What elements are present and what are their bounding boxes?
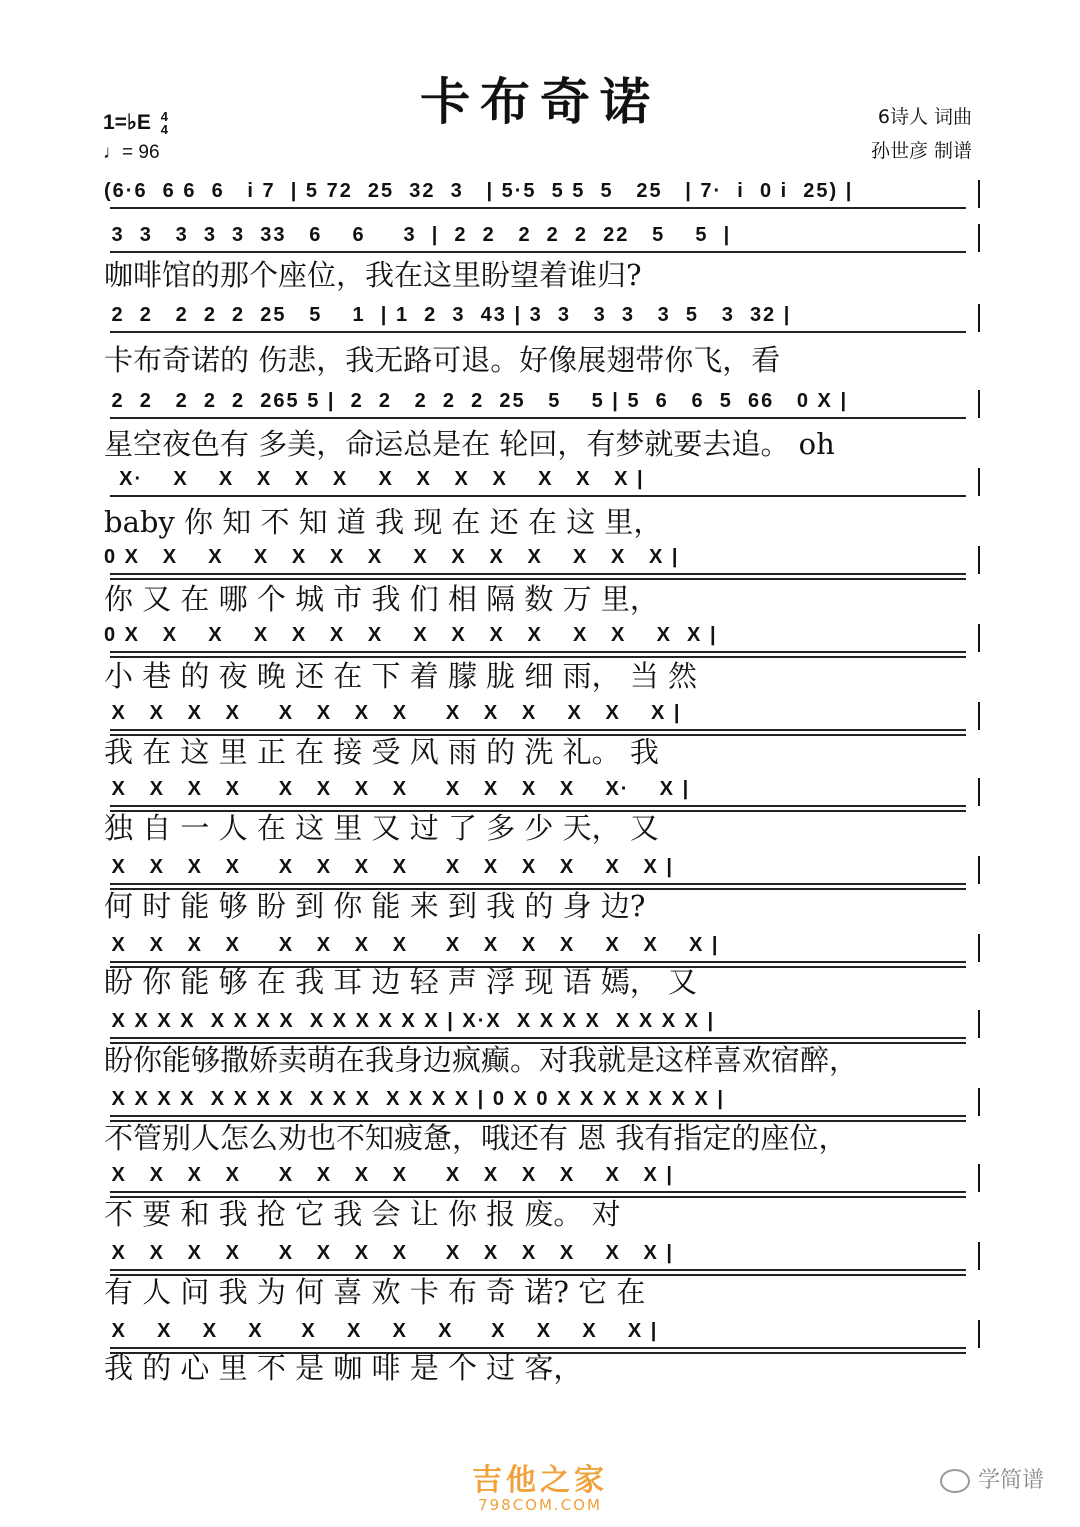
song-title: 卡布奇诺: [420, 73, 660, 131]
barline: [978, 624, 980, 652]
barline: [978, 1010, 980, 1038]
notes: 0 X X X X X X X X X X X X X X X |: [104, 624, 718, 646]
lyric-line-12: 盼你能够撒娇卖萌在我身边疯癫。对我就是这样喜欢宿醉，: [104, 1043, 859, 1077]
underline: [110, 331, 966, 333]
barline: [978, 934, 980, 962]
lyric-line-16: 我 的 心 里 不 是 咖 啡 是 个 过 客，: [104, 1351, 583, 1385]
barline: [978, 856, 980, 884]
lyric-line-4: 星空夜色有 多美，命运总是在 轮回，有梦就要去追。 oh: [104, 427, 835, 461]
notes: 3 3 3 3 3 33 6 6 3 | 2 2 2 2 2 22 5 5 |: [104, 224, 732, 246]
lyric-line-11: 盼 你 能 够 在 我 耳 边 轻 声 浮 现 语 嫣， 又: [104, 965, 698, 999]
barline: [978, 224, 980, 252]
notes: X X X X X X X X X X X X X X |: [104, 702, 682, 724]
time-signature: [161, 110, 168, 136]
notes: X X X X X X X X X X X X X X X | 0 X 0 X X X X X X X |: [104, 1088, 725, 1110]
tempo-marking: ♩= 96: [103, 142, 160, 163]
barline: [978, 778, 980, 806]
notes: X X X X X X X X X X X X X X |: [104, 1242, 674, 1264]
barline: [978, 468, 980, 496]
lyric-line-10: 何 时 能 够 盼 到 你 能 来 到 我 的 身 边?: [104, 889, 646, 923]
lyric-line-6: 你 又 在 哪 个 城 市 我 们 相 隔 数 万 里，: [104, 582, 659, 616]
watermark-site-name: 吉他之家: [472, 1463, 608, 1498]
notes: X X X X X X X X X X X X X X X |: [104, 934, 720, 956]
notation-row-1: [104, 180, 980, 218]
credit-lyrics-music: 6诗人 词曲: [877, 106, 972, 128]
notation-row-3: [104, 304, 980, 342]
time-top: 4: [160, 109, 168, 125]
notes: 2 2 2 2 2 25 5 1 | 1 2 3 43 | 3 3 3 3 3 5 3 32 |: [104, 304, 792, 326]
notes: X X X X X X X X X X X X X X |: [104, 856, 674, 878]
key-signature: [103, 110, 168, 136]
barline: [978, 1164, 980, 1192]
notes: 0 X X X X X X X X X X X X X X |: [104, 546, 680, 568]
lyric-line-14: 不 要 和 我 抢 它 我 会 让 你 报 废。 对: [104, 1197, 621, 1231]
watermark-site-url: 798COM.COM: [478, 1496, 602, 1514]
notes: X X X X X X X X X X X X X· X |: [104, 778, 691, 800]
wechat-watermark: [940, 1463, 1044, 1494]
lyric-line-15: 有 人 问 我 为 何 喜 欢 卡 布 奇 诺? 它 在: [104, 1275, 646, 1309]
notes: X X X X X X X X X X X X X X |: [104, 1164, 674, 1186]
underline: [110, 573, 966, 575]
barline: [978, 180, 980, 208]
credit-arranger: 孙世彦 制谱: [870, 140, 972, 162]
lyric-line-3: 卡布奇诺的 伤悲，我无路可退。好像展翅带你飞，看: [104, 343, 781, 377]
underline: [110, 417, 966, 419]
time-bottom: 4: [160, 122, 168, 138]
notes: X X X X X X X X X X X X |: [104, 1320, 659, 1342]
underline: [110, 207, 966, 209]
notes: X· X X X X X X X X X X X X |: [104, 468, 645, 490]
notes: 2 2 2 2 2 265 5 | 2 2 2 2 2 25 5 5 | 5 6 6 5 66 0 X |: [104, 390, 849, 412]
notes: (6·6 6 6 6 i 7 | 5 72 25 32 3 | 5·5 5 5 5 25 | 7· i 0 i 25) |: [104, 180, 854, 202]
wechat-icon: [940, 1469, 970, 1493]
underline: [110, 495, 966, 497]
lyric-line-9: 独 自 一 人 在 这 里 又 过 了 多 少 天， 又: [104, 811, 659, 845]
lyric-line-13: 不管别人怎么劝也不知疲惫，哦还有 恩 我有指定的座位，: [104, 1121, 848, 1155]
key-text: 1=♭E: [103, 111, 151, 134]
lyric-line-5: baby 你 知 不 知 道 我 现 在 还 在 这 里，: [104, 505, 663, 539]
notes: X X X X X X X X X X X X X X | X·X X X X X X X X X |: [104, 1010, 716, 1032]
barline: [978, 390, 980, 418]
lyric-line-2: 咖啡馆的那个座位，我在这里盼望着谁归?: [104, 258, 642, 292]
barline: [978, 702, 980, 730]
lyric-line-7: 小 巷 的 夜 晚 还 在 下 着 朦 胧 细 雨， 当 然: [104, 659, 698, 693]
lyric-line-8: 我 在 这 里 正 在 接 受 风 雨 的 洗 礼。 我: [104, 735, 659, 769]
underline: [110, 651, 966, 653]
wechat-account: 学简谱: [977, 1468, 1044, 1493]
barline: [978, 1320, 980, 1348]
barline: [978, 1088, 980, 1116]
barline: [978, 304, 980, 332]
barline: [978, 1242, 980, 1270]
barline: [978, 546, 980, 574]
